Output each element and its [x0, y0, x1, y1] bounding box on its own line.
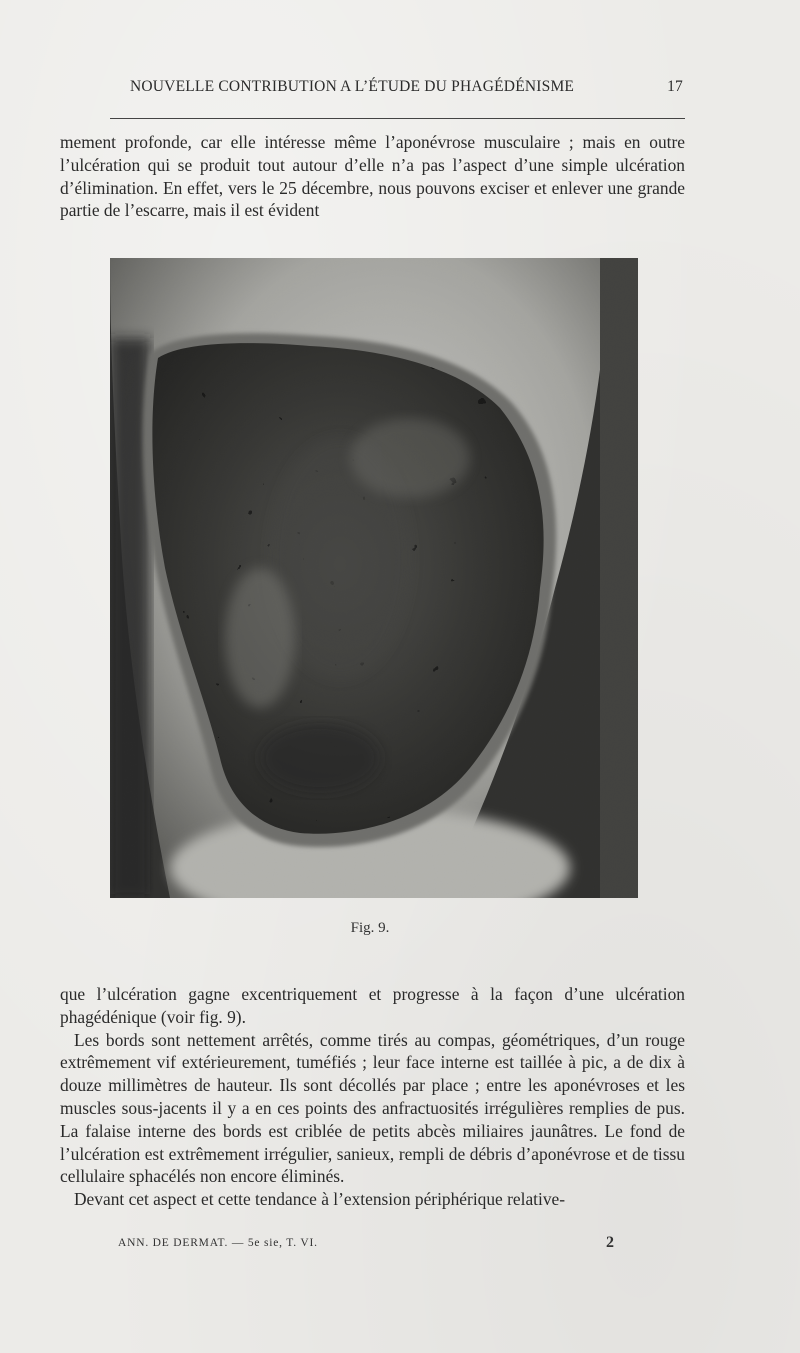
body-text-top [60, 131, 685, 222]
figure-caption: Fig. 9. [350, 920, 390, 936]
figure-photograph [110, 258, 638, 898]
paragraph: que l’ulcération gagne excentriquement et progresse à la façon d’une ulcération phagédénique (voir fig. 9). [60, 984, 685, 1027]
paragraph: Les bords sont nettement arrêtés, comme tirés au compas, géométriques, d’un rouge extrêmement vif extérieurement, tuméfiés ; leur face interne est taillée à pic, a de dix à douze millimètres de hauteur. Ils sont décollés par place ; entre les aponévroses et les muscles sous-jacents il y a en ces points des anfractuosités irrégulières remplies de pus. La falaise interne des bords est criblée de petits abcès miliaires jaunâtres. Le fond de l’ulcération est extrêmement irrégulier, sanieux, rempli de débris d’aponévrose et de tissu cellulaire sphacélés non encore éliminés. [60, 1029, 685, 1187]
running-title: NOUVELLE CONTRIBUTION A L’ÉTUDE DU PHAGÉDÉNISME [130, 78, 575, 95]
paragraph: mement profonde, car elle intéresse même l’aponévrose musculaire ; mais en outre l’ulcération qui se produit tout autour d’elle n’a pas l’aspect d’une simple ulcération d’élimination. En effet, vers le 25 décembre, nous pouvons exciser et enlever une grande partie de l’escarre, mais il est évident [60, 132, 685, 221]
body-text-bottom [60, 983, 685, 1211]
footer-journal-reference: ANN. DE DERMAT. — 5e sie, T. VI. [118, 1237, 318, 1249]
ulcer-photograph [110, 258, 638, 898]
footer-signature-mark: 2 [606, 1234, 614, 1251]
header-rule [110, 118, 685, 119]
running-head [60, 78, 685, 102]
paragraph: Devant cet aspect et cette tendance à l’extension périphérique relative- [74, 1189, 566, 1210]
page-number: 17 [667, 78, 683, 95]
